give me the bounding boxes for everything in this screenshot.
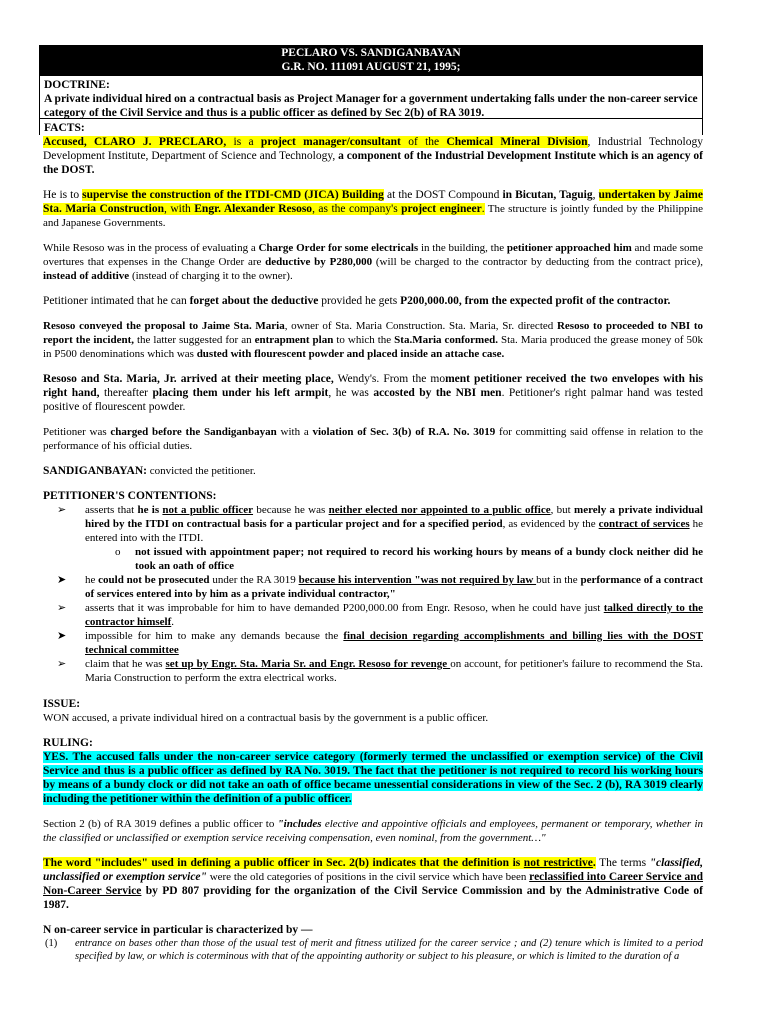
issue-text: WON accused, a private individual hired on a contractual basis by the government is a public officer.: [43, 712, 489, 724]
document-body: [39, 135, 703, 963]
facts-paragraph-2: He is to supervise the construction of the ITDI-CMD (JICA) Building at the DOST Compound in Bicutan, Taguig, undertaken by Jaime Sta. Maria Construction, with Engr. Alexander Resoso, as the company's project engineer. The structure is jointly funded by the Philippine and Japanese Governments.: [43, 189, 703, 229]
ruling-quote: Section 2 (b) of RA 3019 defines a public officer to "includes elective and appointive officials and employees, permanent or temporary, whether in the classified or unclassified or exemption service receiving compensation, even nominal, from the government…": [43, 818, 703, 844]
ruling-highlight: YES. The accused falls under the non-career service category (formerly termed the unclassified or exemption service) of the Civil Service and thus is a public officer as defined by RA No. 3019. The fact that the petitioner is not required to record his working hours by means of a bundy clock or did not take an oath of office became unessential considerations in view of the Sec. 2 (b), RA 3019 clearly including the petitioner within the definition of a public officer.: [43, 751, 703, 805]
document-page: [39, 45, 703, 963]
doctrine-text: A private individual hired on a contractual basis as Project Manager for a government undertaking falls under the non-career service category of the Civil Service and thus is a public officer as defined by Sec 2(b) of RA 3019.: [44, 93, 698, 119]
arrow-bullet-icon: ➢: [57, 504, 67, 516]
facts-label: FACTS:: [44, 122, 85, 134]
facts-paragraph-3: While Resoso was in the process of evaluating a Charge Order for some electricals in the building, the petitioner approached him and made some overtures that expenses in the Change Order are deductive by P280,000 (will be charged to the contractor by deducting from the contract price), instead of additive (instead of charging it to the owner).: [43, 242, 703, 282]
arrow-bullet-icon: ➤: [57, 574, 67, 586]
contention-item: ➤ impossible for him to make any demands because the final decision regarding accomplishments and billing lies with the DOST technical committee: [57, 630, 703, 656]
doctrine-box: [39, 76, 703, 119]
case-title: PECLARO VS. SANDIGANBAYAN: [281, 47, 461, 59]
contention-item: ➢ asserts that it was improbable for him to have demanded P200,000.00 from Engr. Resoso, when he could have just talked directly to the contractor himself.: [57, 602, 703, 628]
arrow-bullet-icon: ➢: [57, 602, 67, 614]
facts-paragraph-1: Accused, CLARO J. PRECLARO, is a project manager/consultant of the Chemical Mineral Division, Industrial Technology Development Institute, Department of Science and Technology, a component of the Industrial Development Institute which is an agency of the DOST.: [43, 136, 703, 176]
contention-item: ➢ asserts that he is not a public officer because he was neither elected nor appointed to a public office, but merely a private individual hired by the ITDI on contractual basis for a particular project and for a specified period, as evidenced by the contract of services he entered into with the ITDI. o not issued with appointment paper; not required to record his working hours by means of a bundy clock neither did he took an oath of office: [43, 503, 703, 573]
doctrine-label: DOCTRINE:: [44, 79, 110, 91]
ruling-paragraph-3: N on-career service in particular is characterized by —: [43, 924, 313, 936]
contentions-label: PETITIONER'S CONTENTIONS:: [43, 490, 217, 502]
case-title-header: [39, 45, 703, 76]
ruling-paragraph-2: The word "includes" used in defining a public officer in Sec. 2(b) indicates that the definition is not restrictive. The terms "classified, unclassified or exemption service" were the old categories of positions in the civil service which have been reclassified into Career Service and Non-Career Service by PD 807 providing for the organization of the Civil Service Commission and by the Administrative Code of 1987.: [43, 857, 704, 911]
case-citation: G.R. NO. 111091 AUGUST 21, 1995;: [281, 61, 461, 73]
facts-paragraph-6: Resoso and Sta. Maria, Jr. arrived at their meeting place, Wendy's. From the moment petitioner received the two envelopes with his right hand, thereafter placing them under his left armpit, he was accosted by the NBI men. Petitioner's right palmar hand was tested positive of flourescent powder.: [43, 373, 704, 413]
issue-label: ISSUE:: [43, 698, 81, 710]
circle-bullet-icon: o: [115, 546, 121, 558]
ruling-label: RULING:: [43, 737, 93, 749]
contention-item: ➤ he could not be prosecuted under the RA 3019 because his intervention "was not required by law but in the performance of a contract of services entered into by him as a private individual contractor,": [57, 574, 703, 600]
arrow-bullet-icon: ➤: [57, 630, 67, 642]
contention-item: ➢ claim that he was set up by Engr. Sta. Maria Sr. and Engr. Resoso for revenge on account, for petitioner's failure to recommend the Sta. Maria Construction to perform the extra electrical works.: [57, 658, 704, 684]
contentions-list: [43, 503, 703, 685]
facts-paragraph-5: Resoso conveyed the proposal to Jaime Sta. Maria, owner of Sta. Maria Construction. Sta. Maria, Sr. directed Resoso to proceeded to NBI to report the incident, the latter suggested for an entrapment plan to which the Sta.Maria conformed. Sta. Maria produced the grease money of 50k in P500 denominations which was dusted with flourescent powder and placed inside an attache case.: [43, 320, 703, 360]
facts-paragraph-8: SANDIGANBAYAN: convicted the petitioner.: [43, 465, 256, 477]
arrow-bullet-icon: ➢: [57, 658, 67, 670]
numbered-item: (1) entrance on bases other than those of the usual test of merit and fitness utilized for the career service ; and (2) tenure which is limited to a period specified by law, or which is coterminous with that of the appointing authority or subject to his pleasure, or which is limited to the duration of a: [45, 938, 703, 962]
facts-paragraph-4: Petitioner intimated that he can forget about the deductive provided he gets P200,000.00, from the expected profit of the contractor.: [43, 295, 671, 307]
facts-label-box: [39, 119, 703, 135]
contention-sub-item: o not issued with appointment paper; not required to record his working hours by means of a bundy clock neither did he took an oath of office: [115, 546, 703, 572]
facts-paragraph-7: Petitioner was charged before the Sandiganbayan with a violation of Sec. 3(b) of R.A. No. 3019 for committing said offense in relation to the performance of his official duties.: [43, 426, 703, 452]
